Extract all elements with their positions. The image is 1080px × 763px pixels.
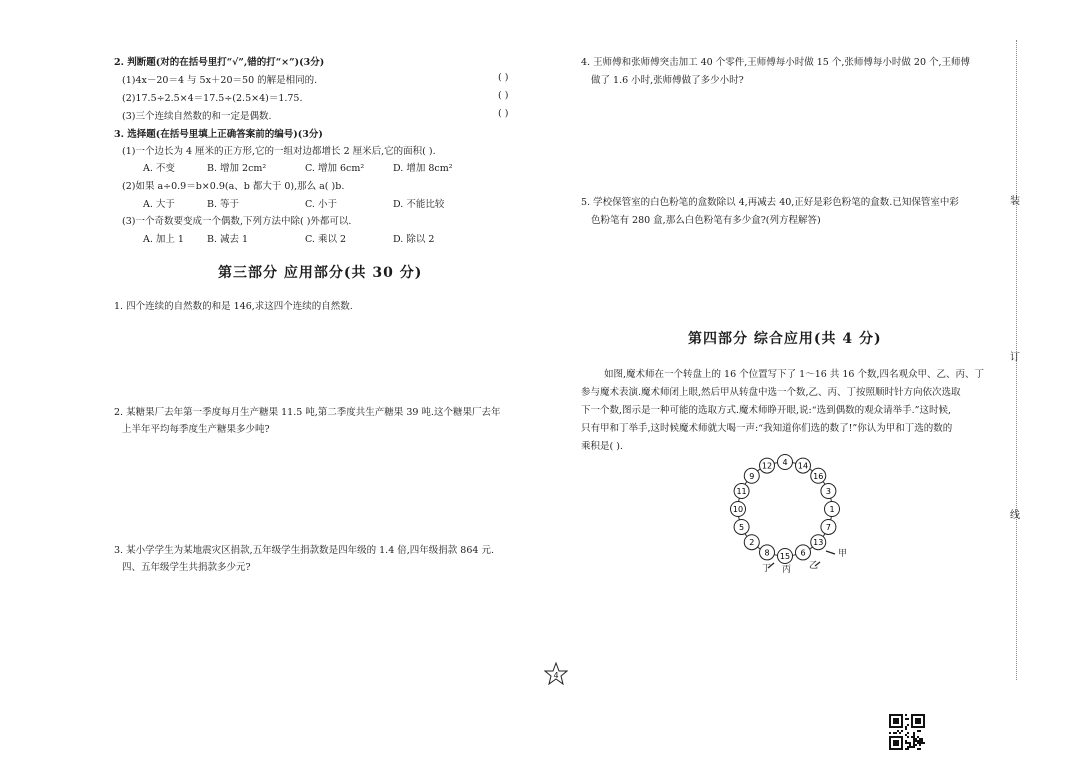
part4-text-line-1: 如图,魔术师在一个转盘上的 16 个位置写下了 1～16 共 16 个数,四名观众甲、乙、丙、丁 <box>604 369 984 380</box>
q3-2-option-b: B. 等于 <box>207 199 240 210</box>
part4-text-line-5: 乘积是( ). <box>581 441 623 452</box>
q3-1-option-d: D. 增加 8cm² <box>393 163 453 174</box>
page-number: 4 <box>553 671 559 680</box>
q3-2-option-c: C. 小于 <box>305 199 337 210</box>
q5-line1: 5. 学校保管室的白色粉笔的盒数除以 4,再减去 40,正好是彩色粉笔的盒数.已知保管室中彩 <box>581 197 959 208</box>
part4-text-line-4: 只有甲和丁举手,这时候魔术师就大喝一声:“我知道你们选的数了!”你认为甲和丁选的数的 <box>581 423 953 434</box>
dial-node-number: 8 <box>764 548 770 558</box>
q3-title: 3. 选择题(在括号里填上正确答案前的编号)(3分) <box>114 129 323 140</box>
q4-line1: 4. 王师傅和张师傅突击加工 40 个零件,王师傅每小时做 15 个,张师傅每小时做 20 个,王师傅 <box>581 57 971 68</box>
dial-node-number: 13 <box>813 538 824 548</box>
q3-item-1: (1)一个边长为 4 厘米的正方形,它的一组对边都增长 2 厘米后,它的面积( ). <box>122 146 436 157</box>
q3-1-option-b: B. 增加 2cm² <box>207 163 267 174</box>
q2-item-3: (3)三个连续自然数的和一定是偶数. <box>122 111 272 122</box>
q3-3-option-b: B. 减去 1 <box>207 234 249 245</box>
q3-3-option-a: A. 加上 1 <box>143 234 184 245</box>
q2-title: 2. 判断题(对的在括号里打“√”,错的打“×”)(3分) <box>114 57 325 68</box>
dial-node-number: 14 <box>797 461 809 471</box>
dial-node-number: 1 <box>829 505 835 514</box>
part3-q1: 1. 四个连续的自然数的和是 146,求这四个连续的自然数. <box>114 301 353 312</box>
dial-node-number: 3 <box>825 487 831 497</box>
q5-line2: 色粉笔有 280 盒,那么白色粉笔有多少盒?(列方程解答) <box>591 215 821 226</box>
binding-char-ding: 订 <box>1010 352 1020 363</box>
part3-q3-line1: 3. 某小学学生为某地震灾区捐款,五年级学生捐款数是四年级的 1.4 倍,四年级捐款 864 元. <box>114 545 494 556</box>
dial-node-number: 4 <box>782 458 788 467</box>
arrow-to-jia <box>826 551 835 554</box>
dial-label-ding: 丁 <box>762 564 772 574</box>
dial-node-number: 10 <box>732 505 744 514</box>
part3-q2-line1: 2. 某糖果厂去年第一季度每月生产糖果 11.5 吨,第二季度共生产糖果 39 吨.这个糖果厂去年 <box>114 407 501 418</box>
q2-answer-paren-2[interactable]: ( ) <box>498 90 509 101</box>
q3-2-option-a: A. 大于 <box>143 199 175 210</box>
q3-item-3: (3)一个奇数要变成一个偶数,下列方法中除( )外都可以. <box>122 216 352 227</box>
part4-heading: 第四部分 综合应用(共 4 分) <box>688 331 882 347</box>
q3-1-option-c: C. 增加 6cm² <box>305 163 365 174</box>
dial-label-bing: 丙 <box>782 565 792 575</box>
q3-3-option-c: C. 乘以 2 <box>305 234 347 245</box>
dial-node-number: 5 <box>739 522 745 532</box>
part4-text-line-3: 下一个数,图示是一种可能的选取方式.魔术师睁开眼,说:“选到偶数的观众请举手.”这时候, <box>581 405 952 416</box>
dial-node-number: 11 <box>736 487 747 497</box>
q2-item-1: (1)4x－20＝4 与 5x＋20＝50 的解是相同的. <box>122 75 318 86</box>
q3-1-option-a: A. 不变 <box>143 163 175 174</box>
magic-dial-diagram <box>722 450 852 580</box>
qr-code-icon <box>889 714 925 750</box>
q3-2-option-d: D. 不能比较 <box>393 199 445 210</box>
part4-text-line-2: 参与魔术表演.魔术师闭上眼,然后甲从转盘中选一个数,乙、丙、丁按照顺时针方向依次选取 <box>581 387 961 398</box>
dial-node-number: 6 <box>800 548 806 558</box>
dial-node-number: 7 <box>825 522 831 532</box>
q3-item-2: (2)如果 a÷0.9＝b×0.9(a、b 都大于 0),那么 a( )b. <box>122 181 345 192</box>
q4-line2: 做了 1.6 小时,张师傅做了多少小时? <box>591 75 744 86</box>
binding-char-xian: 线 <box>1010 510 1020 521</box>
dial-node-number: 2 <box>749 538 755 548</box>
dial-node-number: 12 <box>761 461 773 471</box>
q3-3-option-d: D. 除以 2 <box>393 234 435 245</box>
binding-char-zhuang: 装 <box>1010 196 1020 207</box>
dial-node-number: 15 <box>779 552 791 561</box>
page-number-star <box>544 662 568 686</box>
q2-item-2: (2)17.5÷2.5×4＝17.5÷(2.5×4)＝1.75. <box>122 93 303 104</box>
part3-q2-line2: 上半年平均每季度生产糖果多少吨? <box>122 424 270 435</box>
part3-heading: 第三部分 应用部分(共 30 分) <box>218 265 423 281</box>
part3-q3-line2: 四、五年级学生共捐款多少元? <box>122 562 251 573</box>
dial-node-number: 9 <box>749 471 755 481</box>
q2-answer-paren-3[interactable]: ( ) <box>498 108 509 119</box>
dial-node-number: 16 <box>813 471 824 481</box>
q2-answer-paren-1[interactable]: ( ) <box>498 72 509 83</box>
dial-label-yi: 乙 <box>809 561 819 571</box>
dial-label-jia: 甲 <box>838 549 848 559</box>
